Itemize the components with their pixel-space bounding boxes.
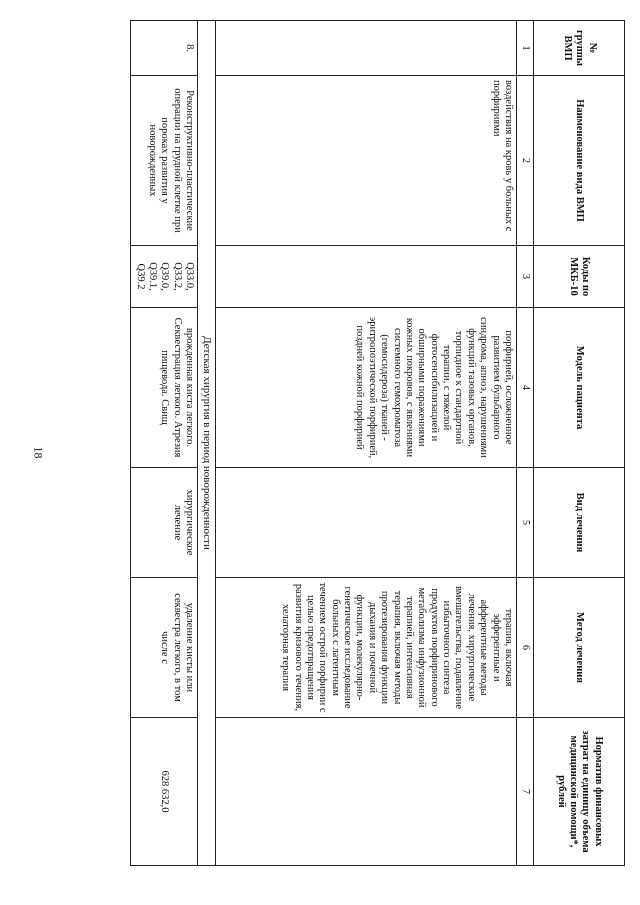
col-number: 2 xyxy=(517,76,534,246)
col-number: 6 xyxy=(517,578,534,718)
col-number: 5 xyxy=(517,468,534,578)
col-number: 1 xyxy=(517,21,534,76)
col-number: 4 xyxy=(517,308,534,468)
header-treatment-type: Вид лечения xyxy=(534,468,625,578)
cell-patient-model: порфирией, осложненное развитием бульбарного синдрома, апноэ, нарушениями функций тазовых органов, торпидное к стандартной терапии, с тяжелой фотосенсибилизацией и обширными поражениями кожных покровов, с явлениями системного гемохроматоза (гемосидероза) тканей - эритропоэтической порфирией, поздней кожной порфирией xyxy=(216,308,517,468)
cell-group-number: 8. xyxy=(131,21,198,76)
table-row xyxy=(131,21,198,866)
header-icd-codes: Коды по МКБ-10 xyxy=(534,246,625,308)
cell-treatment-type xyxy=(216,468,517,578)
page-number: 18 xyxy=(31,446,46,459)
table-header-row xyxy=(534,21,625,866)
header-vmp-name: Наименование вида ВМП xyxy=(534,76,625,246)
cell-cost-norm: 628 632,0 xyxy=(131,718,198,866)
cell-vmp-name: воздействия на кровь у больных с порфириями xyxy=(216,76,517,246)
header-cost-norm: Норматив финансовых затрат на единицу объема медицинской помощи*, рублей xyxy=(534,718,625,866)
cell-patient-model: врожденная киста легкого. Секвестрация легкого. Атрезия пищевода. Свищ xyxy=(131,308,198,468)
col-number: 3 xyxy=(517,246,534,308)
cell-treatment-method: удаление кисты или секвестра легкого, в том числе с xyxy=(131,578,198,718)
header-treatment-method: Метод лечения xyxy=(534,578,625,718)
header-patient-model: Модель пациента xyxy=(534,308,625,468)
cell-group-number xyxy=(216,21,517,76)
section-row xyxy=(198,21,216,866)
cell-cost-norm xyxy=(216,718,517,866)
column-number-row xyxy=(517,21,534,866)
cell-icd-codes xyxy=(216,246,517,308)
header-group-number: № группы ВМП xyxy=(534,21,625,76)
cell-icd-codes: Q33.0, Q33.2, Q39.0, Q39.1, Q39.2 xyxy=(131,246,198,308)
section-title: Детская хирургия в период новорожденности xyxy=(198,21,216,866)
col-number: 7 xyxy=(517,718,534,866)
table-row xyxy=(216,21,517,866)
cell-treatment-type: хирургическое лечение xyxy=(131,468,198,578)
vmp-table xyxy=(130,20,625,866)
cell-vmp-name: Реконструктивно-пластические операции на грудной клетке при пороках развития у новорожденных xyxy=(131,76,198,246)
rotated-table-sheet xyxy=(95,20,625,865)
cell-treatment-method: терапия, включая эфферентные и афферентные методы лечения, хирургические вмешательства, подавление избыточного синтеза продуктов порфиринового метаболизма инфузионной терапией, интенсивная терапия, включая методы протезирования функции дыхания и почечной функции, молекулярно-генетическое исследование больных с латентным течением острой порфирии с целью предотвращения развития кризового течения, хелаторная терапия xyxy=(216,578,517,718)
